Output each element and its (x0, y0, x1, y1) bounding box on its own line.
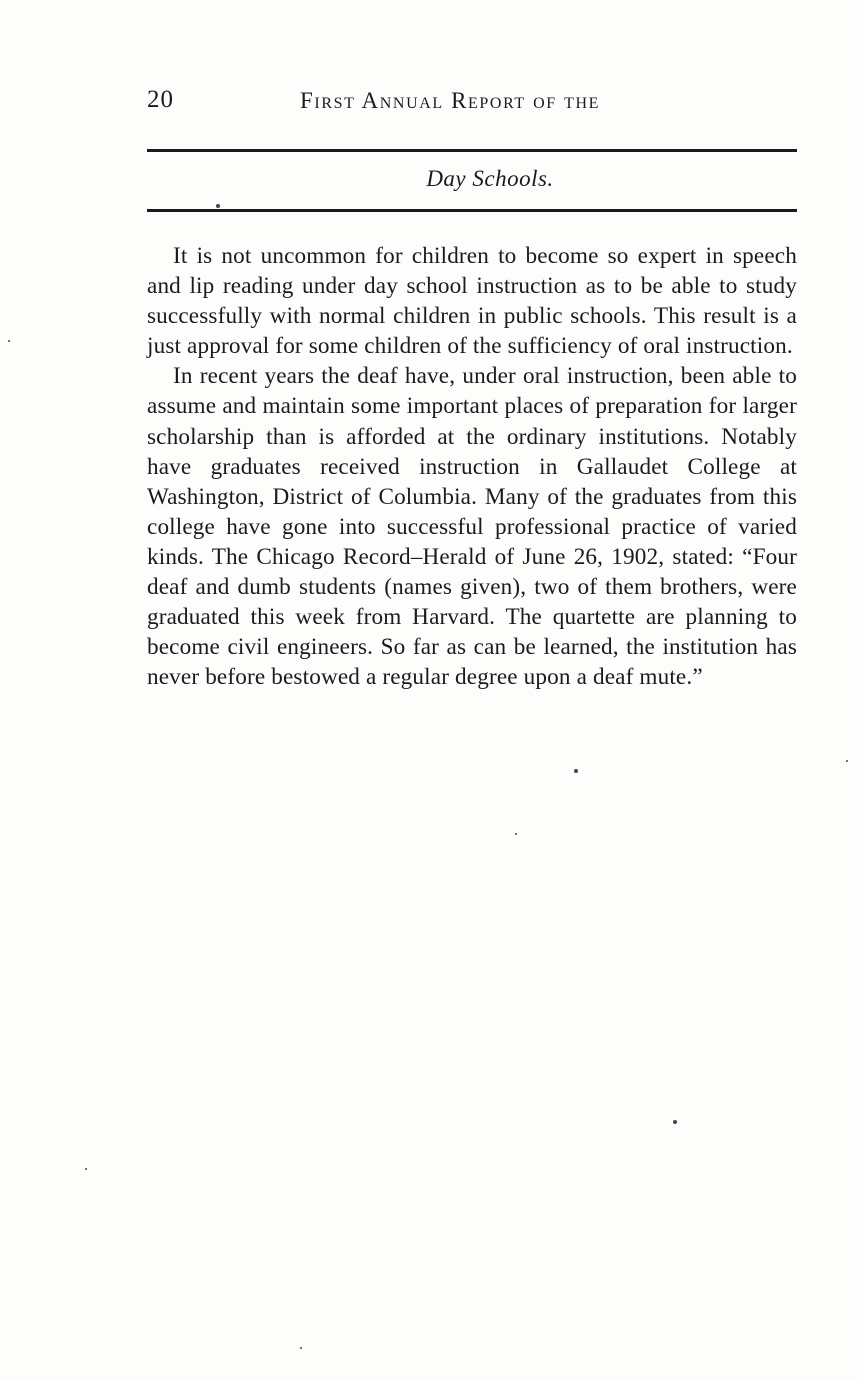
top-rule (147, 149, 797, 152)
paragraph-1: It is not uncommon for children to become so expert in speech and lip reading under day school instruction as to be able to study successfully with normal children in public schools. This result is a just approval for some children of the sufficiency of oral instruction. (147, 243, 797, 360)
body-text (147, 241, 797, 692)
print-speck (574, 769, 578, 773)
print-speck (673, 1120, 677, 1124)
section-title: Day Schools. (426, 166, 554, 191)
running-head (147, 86, 797, 120)
bottom-rule (147, 209, 797, 212)
print-speck (216, 204, 220, 208)
print-speck (8, 340, 10, 342)
running-title: First Annual Report of the (300, 88, 601, 113)
print-speck (85, 1168, 87, 1170)
page-number: 20 (147, 86, 174, 113)
print-speck (846, 760, 848, 762)
print-speck (300, 1347, 302, 1349)
print-speck (515, 833, 517, 835)
paragraph-2: In recent years the deaf have, under oral instruction, been able to assume and maintain some important places of preparation for larger scholarship than is afforded at the ordinary institutions. Notably have graduates received instruction in Gallaudet College at Washington, District of Columbia. Many of the graduates from this college have gone into successful professional practice of varied kinds. The Chicago Record–Herald of June 26, 1902, stated: “Four deaf and dumb students (names given), two of them brothers, were graduated this week from Harvard. The quartette are planning to become civil engineers. So far as can be learned, the institution has never before bestowed a regular degree upon a deaf mute.” (147, 363, 797, 691)
